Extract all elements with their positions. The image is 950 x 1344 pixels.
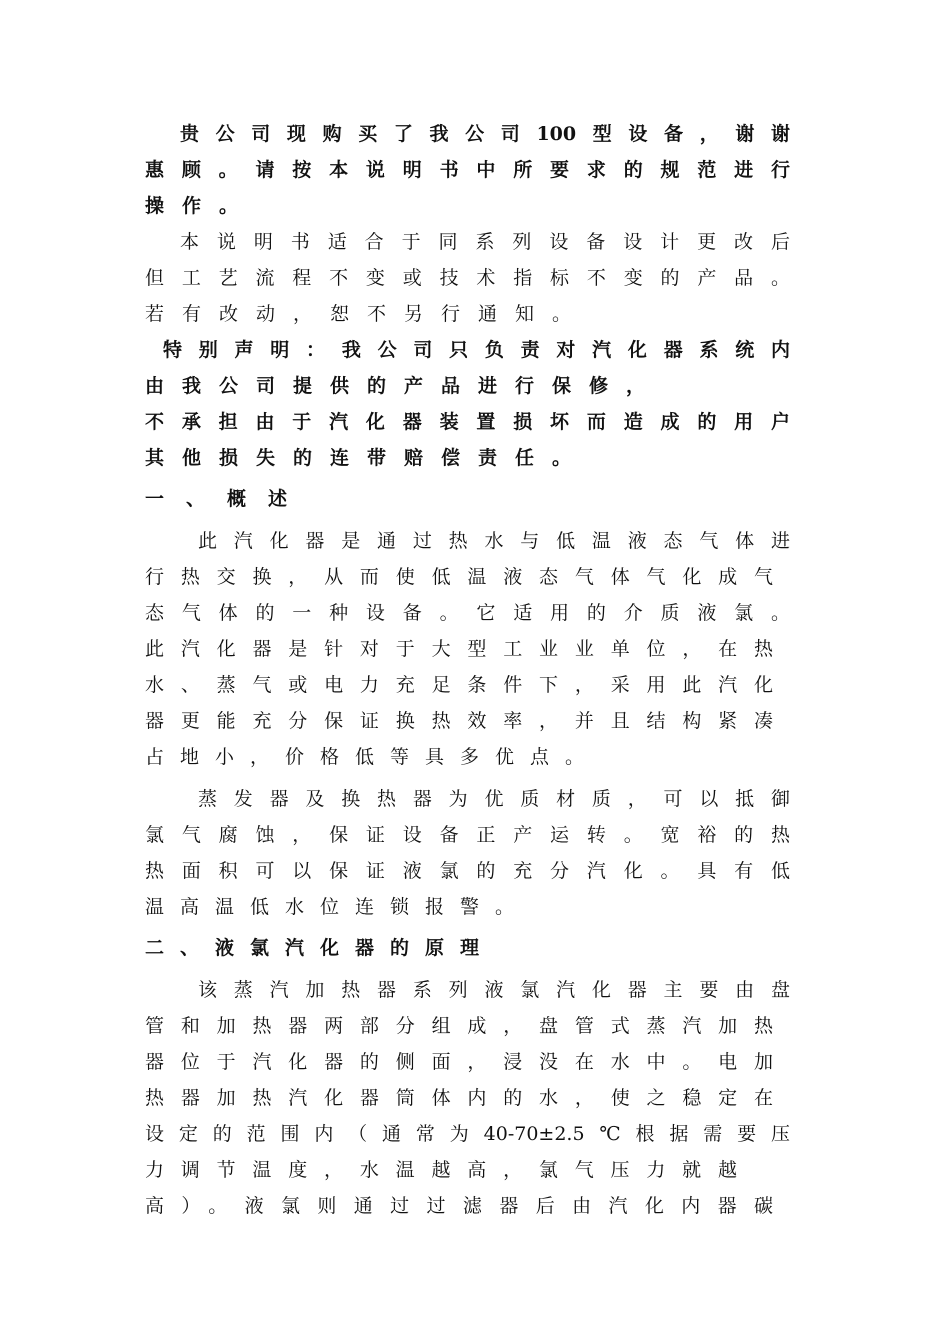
section2-para1-line-5: 设定的范围内（通常为40-70±2.5℃根据需要压 — [145, 1123, 790, 1145]
section1-para2-line-1: 蒸发器及换热器为优质材质，可以抵御 — [198, 788, 790, 810]
section1-para1-line-4: 此汽化器是针对于大型工业业单位，在热 — [145, 638, 773, 660]
section2-para1-line-2: 管和加热器两部分组成，盘管式蒸汽加热 — [145, 1015, 773, 1037]
statement-line-1: 特别声明：我公司只负责对汽化器系统内 — [163, 339, 790, 361]
section1-para1-line-7: 占地小，价格低等具多优点。 — [145, 746, 601, 768]
section1-para2-line-3: 热面积可以保证液氯的充分汽化。具有低 — [145, 860, 790, 882]
section2-para1-line-6: 力调节温度，水温越高，氯气压力就越 — [145, 1159, 737, 1181]
section2-para1-line-7: 高）。液氯则通过过滤器后由汽化内器碳 — [145, 1195, 773, 1217]
statement-line-4: 其他损失的连带赔偿责任。 — [145, 447, 590, 469]
section1-para1-line-2: 行热交换，从而使低温液态气体气化成气 — [145, 566, 773, 588]
section1-heading: 一、概述 — [145, 488, 310, 510]
section1-para1-line-5: 水、蒸气或电力充足条件下，采用此汽化 — [145, 674, 773, 696]
note-line-1: 本说明书适合于同系列设备设计更改后 — [180, 231, 790, 253]
statement-line-3: 不承担由于汽化器装置损坏而造成的用户 — [145, 411, 790, 433]
section2-heading: 二、液氯汽化器的原理 — [145, 937, 496, 959]
section2-para1-line-3: 器位于汽化器的侧面，浸没在水中。电加 — [145, 1051, 773, 1073]
section1-para2-line-4: 温高温低水位连锁报警。 — [145, 896, 531, 918]
intro-line-2: 惠顾。请按本说明书中所要求的规范进行 — [145, 159, 790, 181]
intro-line-1: 贵公司现购买了我公司100型设备，谢谢 — [180, 123, 790, 145]
statement-line-2: 由我公司提供的产品进行保修， — [145, 375, 664, 397]
section1-para1-line-1: 此汽化器是通过热水与低温液态气体进 — [198, 530, 790, 552]
section1-para1-line-3: 态气体的一种设备。它适用的介质液氯。 — [145, 602, 790, 624]
note-line-2: 但工艺流程不变或技术指标不变的产品。 — [145, 267, 790, 289]
intro-line-3: 操作。 — [145, 195, 257, 217]
note-line-3: 若有改动，恕不另行通知。 — [145, 303, 590, 325]
section2-para1-line-4: 热器加热汽化器筒体内的水，使之稳定在 — [145, 1087, 773, 1109]
section1-para2-line-2: 氯气腐蚀，保证设备正产运转。宽裕的热 — [145, 824, 790, 846]
section2-para1-line-1: 该蒸汽加热器系列液氯汽化器主要由盘 — [198, 979, 790, 1001]
section1-para1-line-6: 器更能充分保证换热效率，并且结构紧凑 — [145, 710, 773, 732]
